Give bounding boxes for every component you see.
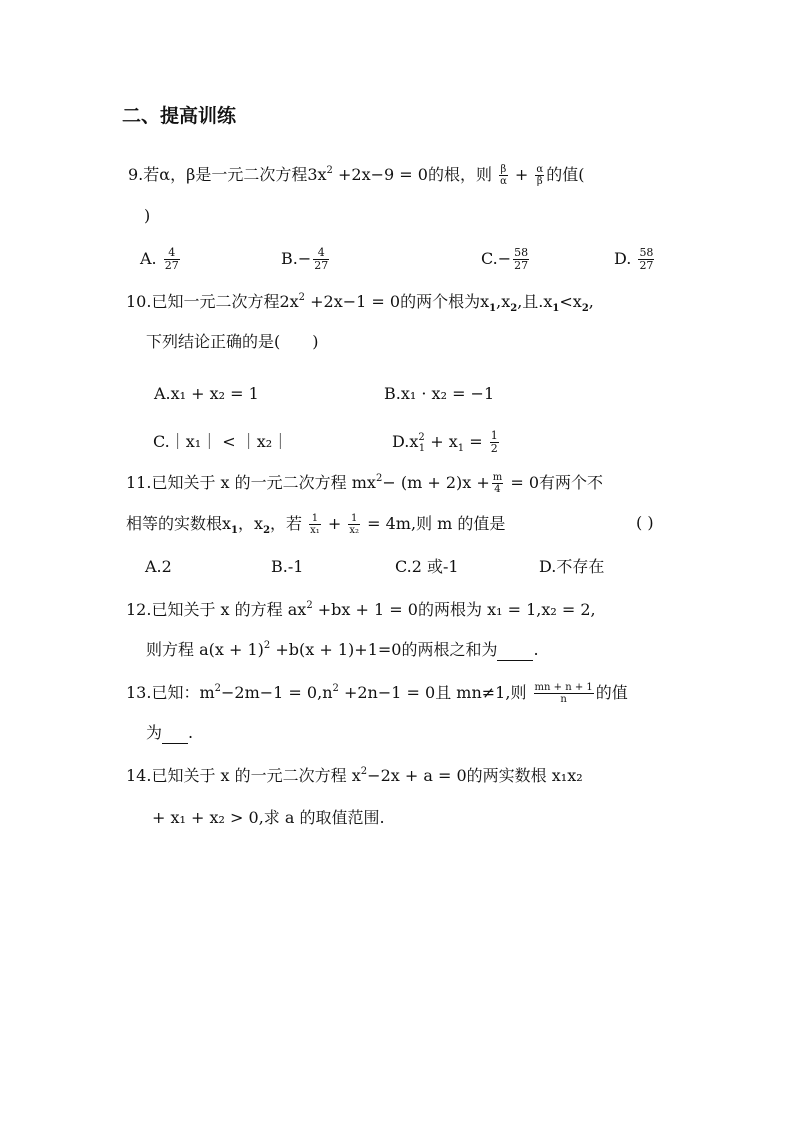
q10-text-1: 10.已知一元二次方程 <box>126 292 280 311</box>
q11-line-2: 相等的实数根$x_1$，$x_2$，若 $\frac{1}{\text{x₁}}$ + $\frac{1}{\text{x₂}}$ = 4m,则 m 的值是 <box>126 513 506 536</box>
question-12-line-1: 12.已知关于 x 的方程 $ax^2 +bx + 1 = 0$的两根为 x₁ = 1,x₂ = 2, <box>126 600 596 619</box>
q11-fraction-m-over-4: $\frac{m}{4}$ <box>492 472 503 495</box>
q13-line-2: 为 . <box>146 723 194 742</box>
q10-line-2: 下列结论正确的是( ) <box>146 332 319 351</box>
q11-option-b: B.-1 <box>271 557 304 576</box>
question-14-line-1: 14.已知关于 x 的一元二次方程 $x^2-2x + a = 0$的两实数根 x₁x₂ <box>126 766 583 785</box>
q10-equation: $2x^2 +2x-1 = 0$ <box>279 292 401 311</box>
q10-option-a: A.x₁ + x₂ = 1 <box>154 384 259 403</box>
q10-option-b: B.x₁ · x₂ = −1 <box>384 384 495 403</box>
q9-option-c: C.− $\frac{58}{27}$ <box>481 246 529 272</box>
q12-answer-blank[interactable] <box>497 640 533 661</box>
q9-fraction-alpha-over-beta: $\frac{\alpha}{\beta}$ <box>536 164 544 187</box>
question-11-line-1: 11.已知关于 x 的一元二次方程 $mx^2- (m + 2)x$ + $\frac{m}{4}$ = 0有两个不 <box>126 472 604 495</box>
q11-answer-paren: ( ) <box>636 513 654 532</box>
q9-option-a: A. $\frac{4}{27}$ <box>140 246 179 272</box>
q13-fraction: $\frac{mn + n + 1}{n}$ <box>534 682 593 705</box>
q10-option-d: $D.x^2_1 + x_1$ = $\frac{1}{2}$ <box>392 429 498 455</box>
q14-line-2: + x₁ + x₂ > 0,求 a 的取值范围. <box>152 808 385 827</box>
q13-answer-blank[interactable] <box>162 723 188 744</box>
q11-option-c: C.2 或-1 <box>395 557 459 576</box>
question-10-line-1: 10.已知一元二次方程$2x^2 +2x-1 = 0$的两个根为$x_1,x_2$,且$.x_1<x_2$, <box>126 292 594 314</box>
q12-line-2: 则方程 $a(x + 1)^2 +b(x + 1)+1=0$的两根之和为 . <box>146 640 539 659</box>
q11-option-d: D.不存在 <box>539 557 605 576</box>
q11-fraction-1-over-x1: $\frac{1}{\text{x₁}}$ <box>310 513 320 536</box>
q11-text-1: 11.已知关于 x 的一元二次方程 <box>126 473 347 492</box>
q10-option-c: C.｜x₁｜ < ｜x₂｜ <box>153 432 289 451</box>
q9-option-d: D. $\frac{58}{27}$ <box>614 246 654 272</box>
q11-fraction-1-over-x2: $\frac{1}{\text{x₂}}$ <box>349 513 360 536</box>
q11-option-a: A.2 <box>145 557 172 576</box>
q9-equation: $3x^2 +2x-9 = 0$ <box>307 165 428 184</box>
q9-text-2: 的根，则 <box>427 165 492 184</box>
q9-fraction-beta-over-alpha: $\frac{\beta}{\alpha}$ <box>500 164 507 187</box>
q13-equation: $m^2-2m-1 = 0,n^2 +2n-1 = 0$ <box>199 683 436 702</box>
q14-equation: $x^2-2x + a = 0$ <box>351 766 467 785</box>
q11-equation: $mx^2- (m + 2)x$ + <box>351 473 490 492</box>
q12-equation-2: $a(x + 1)^2 +b(x + 1)+1=0$ <box>199 640 402 659</box>
section-title: 二、提高训练 <box>122 105 237 127</box>
q9-paren-close: ) <box>144 206 151 225</box>
q9-plus: + <box>514 165 529 184</box>
q12-equation: $ax^2 +bx + 1 = 0$ <box>287 600 418 619</box>
q9-text-1: 9.若α，β是一元二次方程 <box>128 165 308 184</box>
question-13-line-1: 13.已知：$m^2-2m-1 = 0,n^2 +2n-1 = 0$且 mn≠1,则 $\frac{mn + n + 1}{n}$ 的值 <box>126 682 628 705</box>
question-9-line-1 <box>128 164 584 187</box>
q9-text-3: 的值( <box>546 165 585 184</box>
q9-option-b: B.− $\frac{4}{27}$ <box>281 246 329 272</box>
